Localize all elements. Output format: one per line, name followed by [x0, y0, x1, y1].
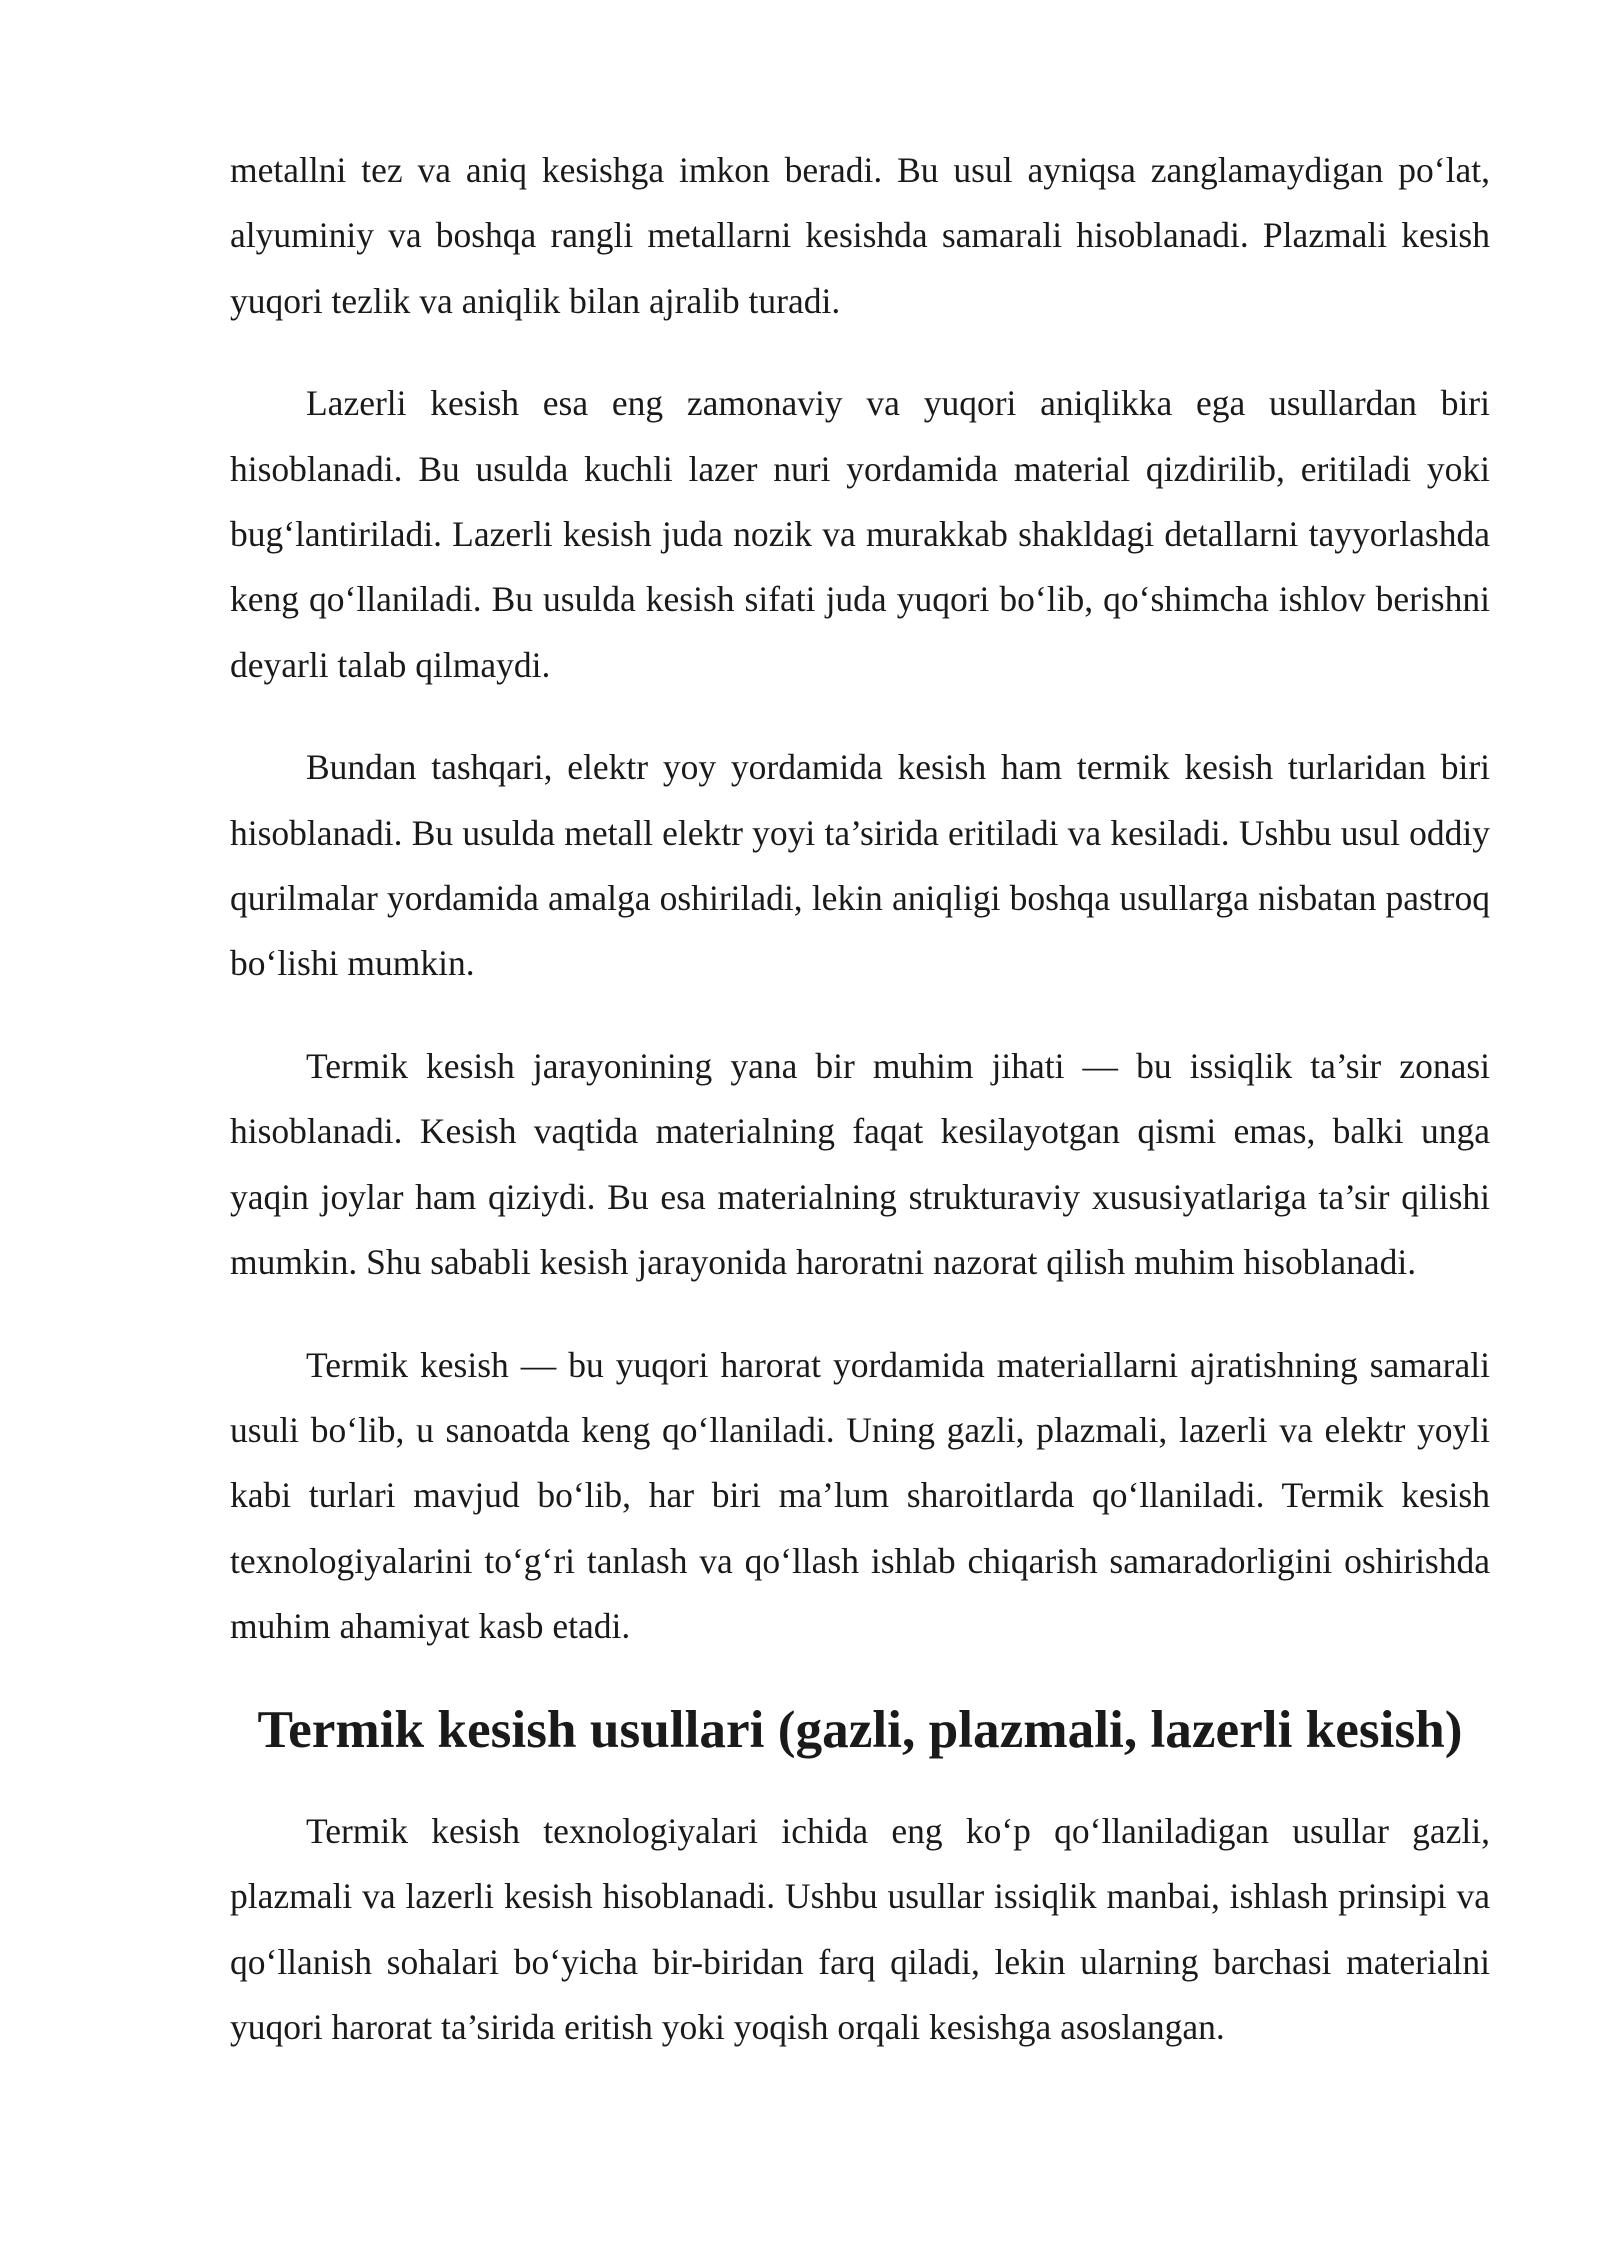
paragraph-heat-affected-zone: Termik kesish jarayonining yana bir muhim jihati — bu issiqlik ta’sir zonasi hisoblanadi. Kesish vaqtida materialning faqat kesilayotgan qismi emas, balki unga yaqin joylar ham qiziydi. Bu esa materialning strukturaviy xususiyatlariga ta’sir qilishi mumkin. Shu sababli kesish jarayonida haroratni nazorat qilish muhim hisoblanadi. — [230, 1045, 1490, 1283]
section-heading: Termik kesish usullari (gazli, plazmali, lazerli kesish) — [257, 1699, 1463, 1759]
document-page — [230, 138, 1490, 2098]
paragraph-thermal-cutting-summary: Termik kesish — bu yuqori harorat yordamida materiallarni ajratishning samarali usuli bo‘lib, u sanoatda keng qo‘llaniladi. Uning gazli, plazmali, lazerli va elektr yoyli kabi turlari mavjud bo‘lib, har biri ma’lum sharoitlarda qo‘llaniladi. Termik kesish texnologiyalarini to‘g‘ri tanlash va qo‘llash ishlab chiqarish samaradorligini oshirishda muhim ahamiyat kasb etadi. — [230, 1344, 1490, 1647]
paragraph-methods-intro: Termik kesish texnologiyalari ichida eng ko‘p qo‘llaniladigan usullar gazli, plazmali va lazerli kesish hisoblanadi. Ushbu usullar issiqlik manbai, ishlash prinsipi va qo‘llanish sohalari bo‘yicha bir-biridan farq qiladi, lekin ularning barchasi materialni yuqori harorat ta’sirida eritish yoki yoqish orqali kesishga asoslangan. — [230, 1810, 1490, 2048]
paragraph-laser-cutting: Lazerli kesish esa eng zamonaviy va yuqori aniqlikka ega usullardan biri hisoblanadi. Bu usulda kuchli lazer nuri yordamida material qizdirilib, eritiladi yoki bug‘lantiriladi. Lazerli kesish juda nozik va murakkab shakldagi detallarni tayyorlashda keng qo‘llaniladi. Bu usulda kesish sifati juda yuqori bo‘lib, qo‘shimcha ishlov berishni deyarli talab qilmaydi. — [230, 383, 1490, 685]
paragraph-electric-arc-cutting: Bundan tashqari, elektr yoy yordamida kesish ham termik kesish turlaridan biri hisoblanadi. Bu usulda metall elektr yoyi ta’sirida eritiladi va kesiladi. Ushbu usul oddiy qurilmalar yordamida amalga oshiriladi, lekin aniqligi boshqa usullarga nisbatan pastroq bo‘lishi mumkin. — [230, 747, 1490, 984]
paragraph-plasma-cutting-continued: metallni tez va aniq kesishga imkon beradi. Bu usul ayniqsa zanglamaydigan po‘lat, alyuminiy va boshqa rangli metallarni kesishda samarali hisoblanadi. Plazmali kesish yuqori tezlik va aniqlik bilan ajralib turadi. — [230, 150, 1490, 321]
